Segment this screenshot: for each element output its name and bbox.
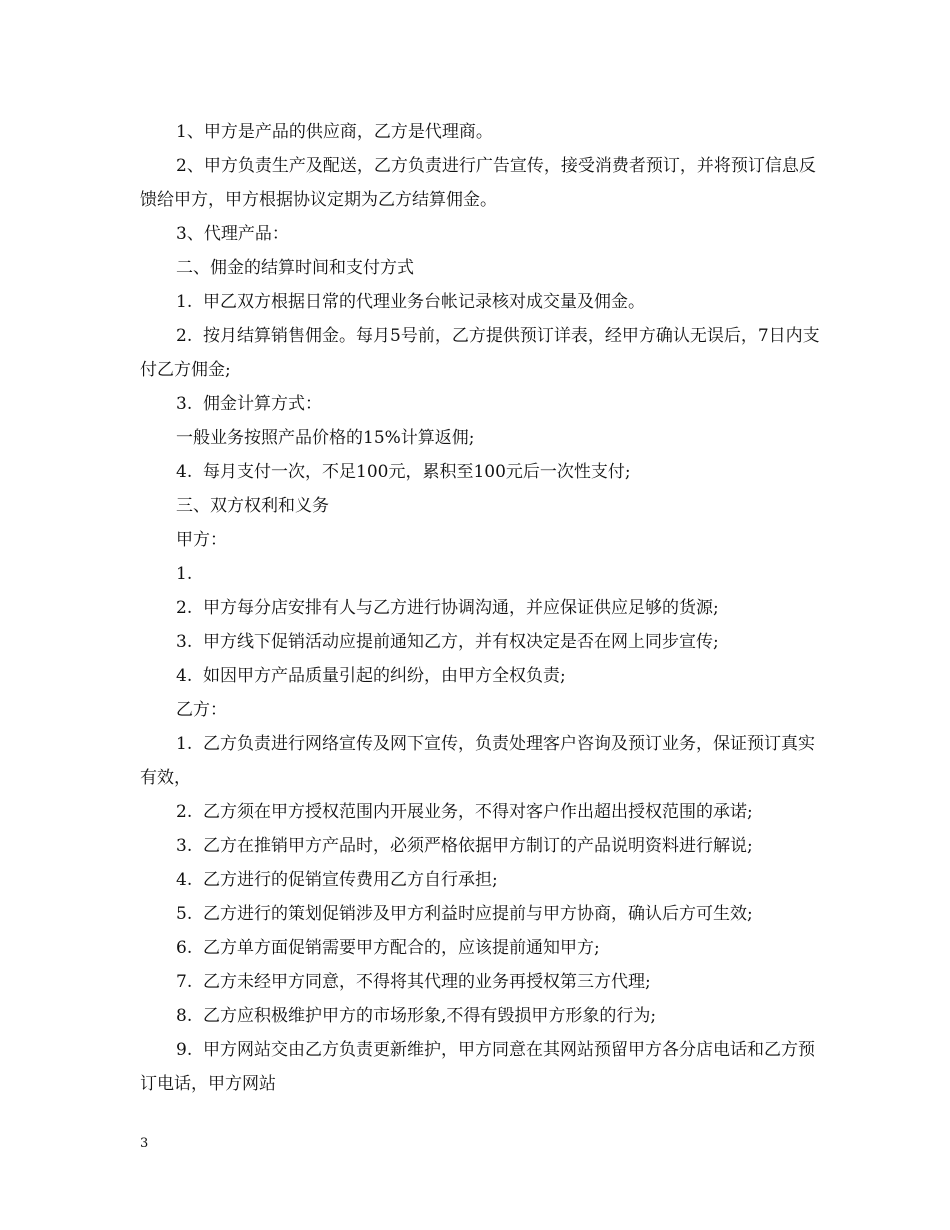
paragraph: 1. bbox=[176, 564, 193, 584]
paragraph: 3、代理产品： bbox=[176, 224, 289, 244]
paragraph: 3. 甲方线下促销活动应提前通知乙方，并有权决定是否在网上同步宣传; bbox=[176, 632, 719, 652]
paragraph: 3. 佣金计算方式： bbox=[176, 394, 323, 414]
paragraph: 甲方： bbox=[176, 530, 227, 550]
paragraph: 7. 乙方未经甲方同意，不得将其代理的业务再授权第三方代理; bbox=[176, 972, 651, 992]
page-number: 3 bbox=[140, 1136, 149, 1151]
paragraph: 2. 甲方每分店安排有人与乙方进行协调沟通，并应保证供应足够的货源; bbox=[176, 598, 719, 618]
paragraph: 9. 甲方网站交由乙方负责更新维护，甲方同意在其网站预留甲方各分店电话和乙方预订电话，甲方网站 bbox=[140, 1040, 816, 1094]
paragraph: 1. 甲乙双方根据日常的代理业务台帐记录核对成交量及佣金。 bbox=[176, 292, 646, 312]
paragraph: 一般业务按照产品价格的15%计算返佣; bbox=[176, 428, 475, 448]
paragraph: 2. 按月结算销售佣金。每月5号前，乙方提供预订详表，经甲方确认无误后，7日内支付乙方佣金; bbox=[140, 326, 820, 380]
paragraph: 2. 乙方须在甲方授权范围内开展业务，不得对客户作出超出授权范围的承诺; bbox=[176, 802, 753, 822]
paragraph: 4. 每月支付一次，不足100元，累积至100元后一次性支付; bbox=[176, 462, 631, 482]
paragraph: 乙方： bbox=[176, 700, 227, 720]
document-body bbox=[140, 115, 820, 1101]
paragraph: 二、佣金的结算时间和支付方式 bbox=[176, 258, 414, 278]
paragraph: 1. 乙方负责进行网络宣传及网下宣传，负责处理客户咨询及预订业务，保证预订真实有效， bbox=[140, 734, 816, 788]
paragraph: 4. 乙方进行的促销宣传费用乙方自行承担; bbox=[176, 870, 498, 890]
paragraph: 5. 乙方进行的策划促销涉及甲方利益时应提前与甲方协商，确认后方可生效; bbox=[176, 904, 753, 924]
paragraph: 1、甲方是产品的供应商，乙方是代理商。 bbox=[176, 122, 493, 142]
paragraph: 6. 乙方单方面促销需要甲方配合的，应该提前通知甲方; bbox=[176, 938, 600, 958]
paragraph: 2、甲方负责生产及配送，乙方负责进行广告宣传，接受消费者预订，并将预订信息反馈给甲方，甲方根据协议定期为乙方结算佣金。 bbox=[140, 156, 816, 210]
paragraph: 三、双方权利和义务 bbox=[176, 496, 329, 516]
paragraph: 4. 如因甲方产品质量引起的纠纷，由甲方全权负责; bbox=[176, 666, 566, 686]
paragraph: 8. 乙方应积极维护甲方的市场形象,不得有毁损甲方形象的行为; bbox=[176, 1006, 657, 1026]
paragraph: 3. 乙方在推销甲方产品时，必须严格依据甲方制订的产品说明资料进行解说; bbox=[176, 836, 753, 856]
